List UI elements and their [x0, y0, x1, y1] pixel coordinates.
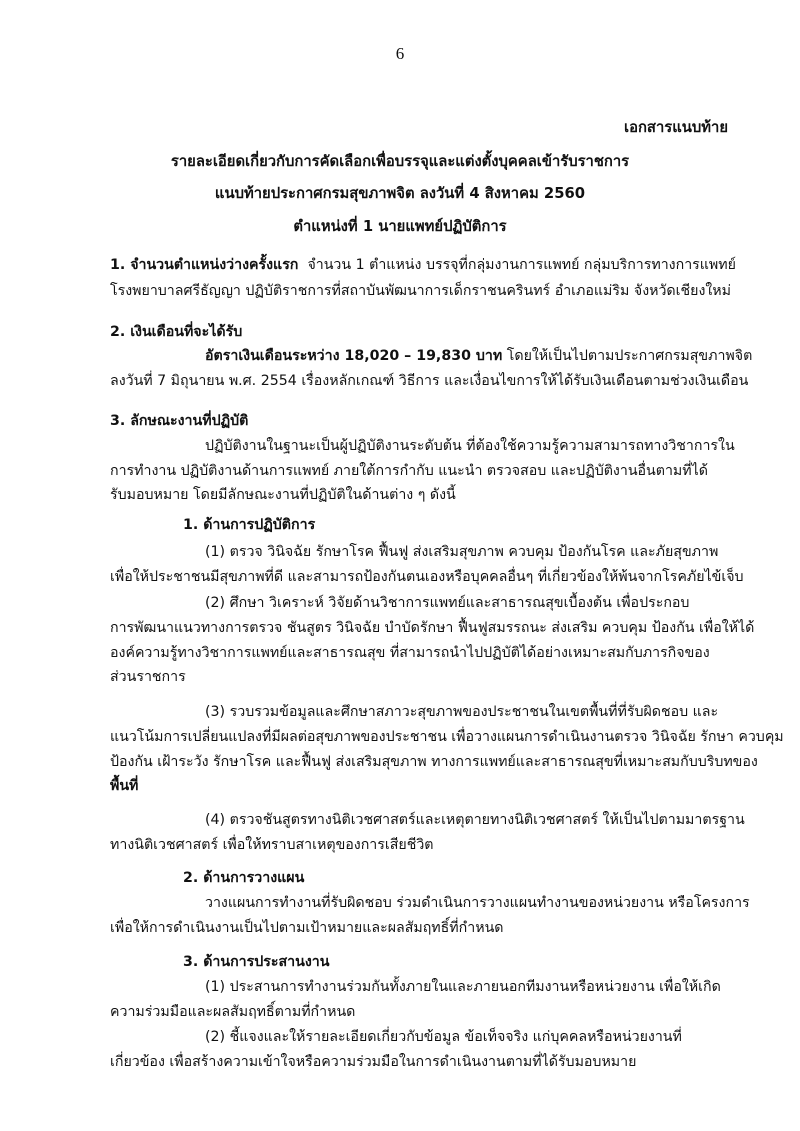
page-number: 6 — [395, 44, 405, 63]
sub3-item1-line1: (1) ประสานการทำงานร่วมกันทั้งภายในและภายนอกทีมงานหรือหน่วยงาน เพื่อให้เกิด — [205, 979, 721, 995]
section-1-line-1 — [110, 255, 736, 275]
section-2-line-1 — [205, 346, 752, 366]
sub1-item3-line3: ป้องกัน เฝ้าระวัง รักษาโรค และฟื้นฟู ส่งเสริมสุขภาพ ทางการแพทย์และสาธารณสุขที่เหมาะสมกับบริบทของ — [110, 754, 758, 770]
section-2-line-2: ลงวันที่ 7 มิถุนายน พ.ศ. 2554 เรื่องหลักเกณฑ์ วิธีการ และเงื่อนไขการให้ได้รับเงินเดือนตามช่วงเงินเดือน — [110, 373, 749, 389]
section-1-text: จำนวน 1 ตำแหน่ง บรรจุที่กลุ่มงานการแพทย์ กลุ่มบริการทางการแพทย์ — [307, 257, 736, 273]
document-title: รายละเอียดเกี่ยวกับการคัดเลือกเพื่อบรรจุและแต่งตั้งบุคคลเข้ารับราชการ — [170, 153, 630, 170]
sub1-item2-line3: องค์ความรู้ทางวิชาการแพทย์และสาธารณสุข ที่สามารถนำไปปฏิบัติได้อย่างเหมาะสมกับภารกิจของ — [110, 645, 710, 661]
sub2-line2: เพื่อให้การดำเนินงานเป็นไปตามเป้าหมายและผลสัมฤทธิ์ที่กำหนด — [110, 920, 504, 936]
salary-range: อัตราเงินเดือนระหว่าง 18,020 – 19,830 บาท — [205, 348, 503, 364]
section-1-heading: 1. จำนวนตำแหน่งว่างครั้งแรก — [110, 257, 299, 273]
document-subtitle: แนบท้ายประกาศกรมสุขภาพจิต ลงวันที่ 4 สิงหาคม 2560 — [214, 185, 586, 202]
section-3-intro-1: ปฏิบัติงานในฐานะเป็นผู้ปฏิบัติงานระดับต้น ที่ต้องใช้ความรู้ความสามารถทางวิชาการใน — [205, 438, 735, 454]
section-2-heading: 2. เงินเดือนที่จะได้รับ — [110, 324, 243, 340]
sub3-item1-line2: ความร่วมมือและผลสัมฤทธิ์ตามที่กำหนด — [110, 1004, 356, 1020]
sub1-item2-line2: การพัฒนาแนวทางการตรวจ ชันสูตร วินิจฉัย บำบัดรักษา ฟื้นฟูสมรรถนะ ส่งเสริม ควบคุม ป้องกัน เพื่อให้ได้ — [110, 620, 755, 636]
section-3-intro-3: รับมอบหมาย โดยมีลักษณะงานที่ปฏิบัติในด้านต่าง ๆ ดังนี้ — [110, 487, 456, 503]
sub3-item2-line2: เกี่ยวข้อง เพื่อสร้างความเข้าใจหรือความร่วมมือในการดำเนินงานตามที่ได้รับมอบหมาย — [110, 1054, 637, 1070]
sub2-line1: วางแผนการทำงานที่รับผิดชอบ ร่วมดำเนินการวางแผนทำงานของหน่วยงาน หรือโครงการ — [205, 895, 750, 911]
sub1-item4-line1: (4) ตรวจชันสูตรทางนิติเวชศาสตร์และเหตุตายทางนิติเวชศาสตร์ ให้เป็นไปตามมาตรฐาน — [205, 812, 745, 828]
section-3-heading: 3. ลักษณะงานที่ปฏิบัติ — [110, 413, 249, 429]
section-2-text: โดยให้เป็นไปตามประกาศกรมสุขภาพจิต — [506, 348, 753, 364]
sub3-item2-line1: (2) ชี้แจงและให้รายละเอียดเกี่ยวกับข้อมูล ข้อเท็จจริง แก่บุคคลหรือหน่วยงานที่ — [205, 1029, 682, 1045]
section-1-line-2: โรงพยาบาลศรีธัญญา ปฏิบัติราชการที่สถาบันพัฒนาการเด็กราชนครินทร์ อำเภอแม่ริม จังหวัดเชียงใหม่ — [110, 283, 732, 299]
subsection-2-heading: 2. ด้านการวางแผน — [183, 870, 305, 886]
subsection-1-heading: 1. ด้านการปฏิบัติการ — [183, 517, 316, 533]
sub1-item1-line2: เพื่อให้ประชาชนมีสุขภาพที่ดี และสามารถป้องกันตนเองหรือบุคคลอื่นๆ ที่เกี่ยวข้องให้พ้นจากโรคภัยไข้เจ็บ — [110, 569, 744, 585]
sub1-item3-line1: (3) รวบรวมข้อมูลและศึกษาสภาวะสุขภาพของประชาชนในเขตพื้นที่ที่รับผิดชอบ และ — [205, 704, 719, 720]
section-3-intro-2: การทำงาน ปฏิบัติงานด้านการแพทย์ ภายใต้การกำกับ แนะนำ ตรวจสอบ และปฏิบัติงานอื่นตามที่ได้ — [110, 463, 708, 479]
sub1-item2-line1: (2) ศึกษา วิเคราะห์ วิจัยด้านวิชาการแพทย์และสาธารณสุขเบื้องต้น เพื่อประกอบ — [205, 595, 690, 611]
sub1-item1-line1: (1) ตรวจ วินิจฉัย รักษาโรค ฟื้นฟู ส่งเสริมสุขภาพ ควบคุม ป้องกันโรค และภัยสุขภาพ — [205, 544, 719, 560]
position-title: ตำแหน่งที่ 1 นายแพทย์ปฏิบัติการ — [293, 218, 507, 235]
sub1-item3-line4: พื้นที่ — [110, 778, 139, 794]
sub1-item4-line2: ทางนิติเวชศาสตร์ เพื่อให้ทราบสาเหตุของการเสียชีวิต — [110, 837, 434, 853]
subsection-3-heading: 3. ด้านการประสานงาน — [183, 954, 330, 970]
sub1-item2-line4: ส่วนราชการ — [110, 669, 186, 685]
sub1-item3-line2: แนวโน้มการเปลี่ยนแปลงที่มีผลต่อสุขภาพของประชาชน เพื่อวางแผนการดำเนินงานตรวจ วินิจฉัย รักษา ควบคุม — [110, 729, 784, 745]
attachment-label: เอกสารแนบท้าย — [624, 119, 728, 136]
